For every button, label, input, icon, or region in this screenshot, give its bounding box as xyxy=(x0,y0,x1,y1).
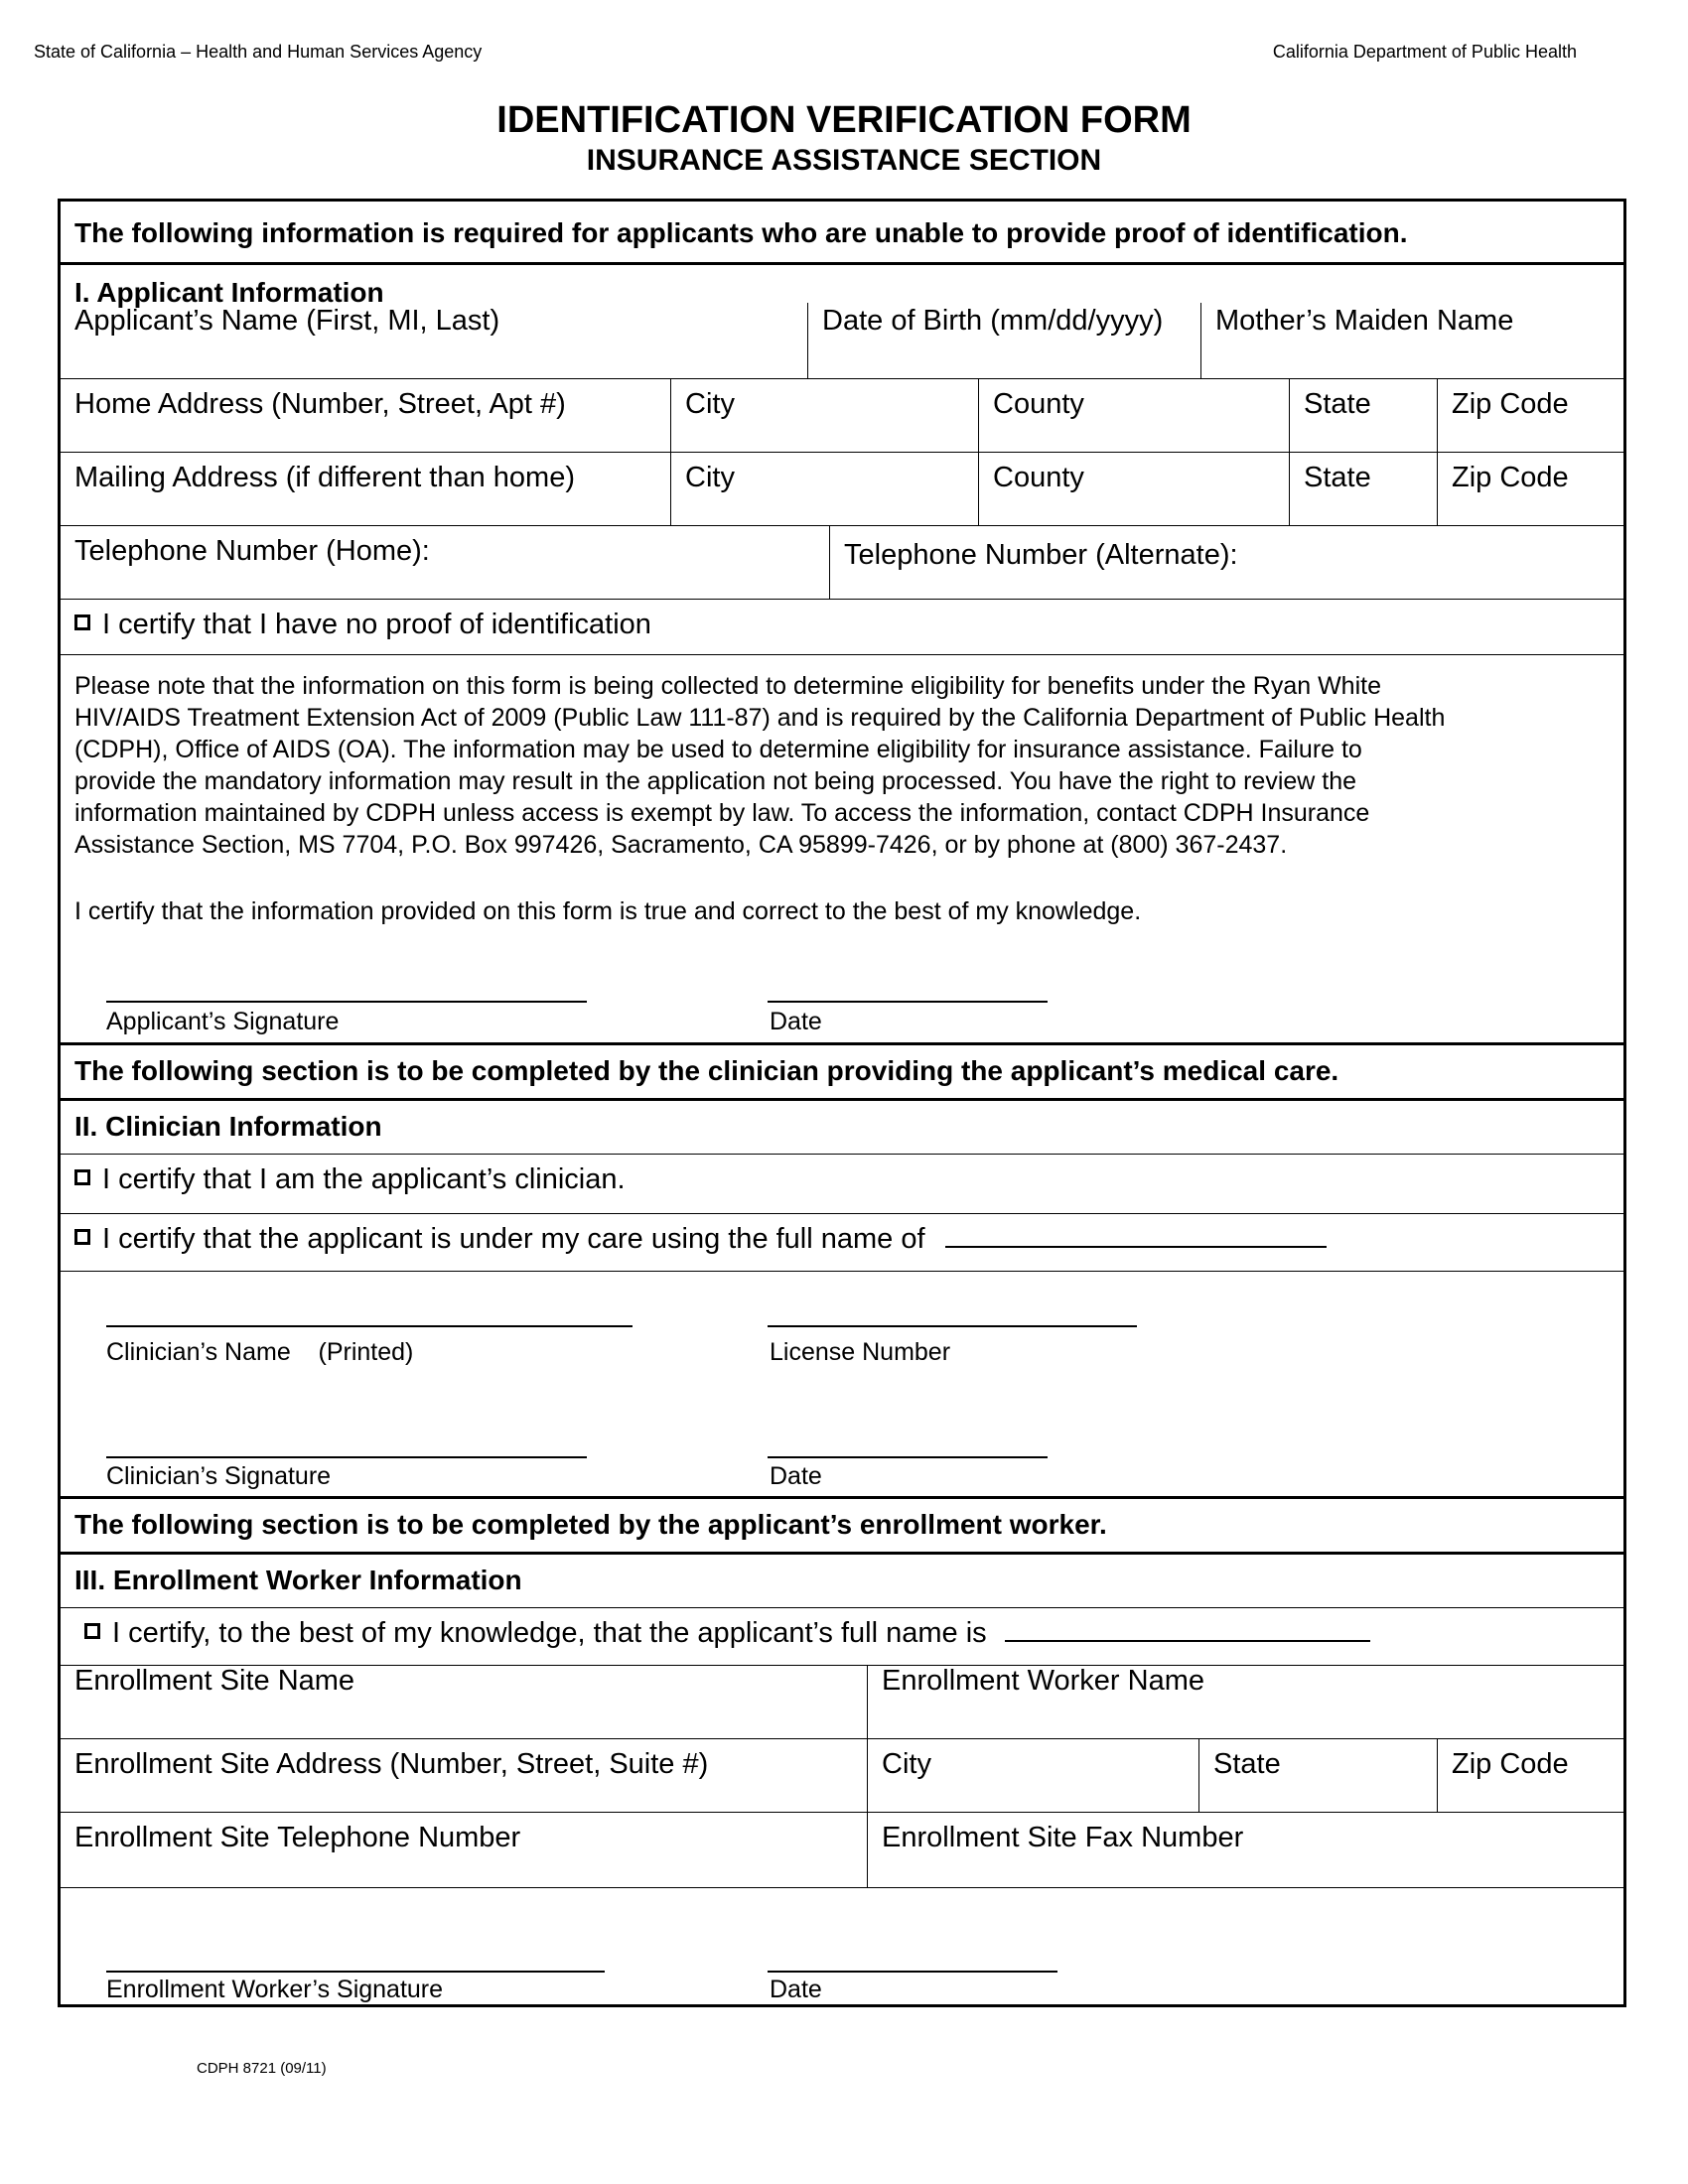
home-zip-field[interactable]: Zip Code xyxy=(1437,378,1626,452)
maiden-name-field[interactable]: Mother’s Maiden Name xyxy=(1200,303,1626,378)
certify-name-checkbox[interactable] xyxy=(84,1623,100,1639)
phone-home-field[interactable]: Telephone Number (Home): xyxy=(74,535,430,567)
mailing-city-field[interactable]: City xyxy=(670,452,978,525)
worker-date-line[interactable] xyxy=(768,1971,1057,1973)
agency-name: State of California – Health and Human Services Agency xyxy=(34,42,483,62)
form-title: IDENTIFICATION VERIFICATION FORM xyxy=(496,99,1192,141)
section1-heading: I. Applicant Information xyxy=(61,262,1623,306)
home-county-field[interactable]: County xyxy=(978,378,1289,452)
intro-text: The following information is required for applicants who are unable to provide proof of identification. xyxy=(74,217,1408,248)
certify-no-id-label: I certify that I have no proof of identification xyxy=(102,609,651,640)
certify-no-id-checkbox[interactable] xyxy=(74,614,90,630)
section3-heading: III. Enrollment Worker Information xyxy=(61,1552,1623,1607)
privacy-notice xyxy=(74,670,1618,861)
certify-clinician-row xyxy=(61,1154,1626,1213)
form-frame xyxy=(58,199,1626,2007)
site-name-field[interactable]: Enrollment Site Name xyxy=(74,1665,355,1697)
notice-line: HIV/AIDS Treatment Extension Act of 2009 (Public Law 111-87) and is required by the California Department of Public Health xyxy=(74,704,1446,732)
applicant-date-label: Date xyxy=(770,1008,822,1035)
full-name-blank[interactable] xyxy=(945,1246,1327,1248)
certify-name-row xyxy=(70,1607,1619,1665)
license-line[interactable] xyxy=(768,1325,1137,1327)
site-phone-field[interactable]: Enrollment Site Telephone Number xyxy=(74,1822,521,1853)
notice-line: Assistance Section, MS 7704, P.O. Box 997426, Sacramento, CA 95899-7426, or by phone at (800) 367-2437. xyxy=(74,831,1288,859)
site-address-field[interactable]: Enrollment Site Address (Number, Street, Suite #) xyxy=(74,1748,709,1780)
applicant-date-line[interactable] xyxy=(768,1001,1048,1003)
worker-signature-label: Enrollment Worker’s Signature xyxy=(106,1976,444,2003)
notice-line: Please note that the information on this form is being collected to determine eligibility for benefits under the Ryan White xyxy=(74,672,1381,700)
site-state-field[interactable]: State xyxy=(1198,1738,1437,1812)
clinician-signature-line[interactable] xyxy=(106,1456,587,1458)
home-state-field[interactable]: State xyxy=(1289,378,1437,452)
worker-intro: The following section is to be completed by the applicant’s enrollment worker. xyxy=(61,1496,1623,1552)
applicant-full-name-blank[interactable] xyxy=(1005,1640,1370,1642)
worker-signature-line[interactable] xyxy=(106,1971,605,1973)
applicant-signature-label: Applicant’s Signature xyxy=(106,1008,340,1035)
home-address-field[interactable]: Home Address (Number, Street, Apt #) xyxy=(74,388,566,420)
applicant-signature-line[interactable] xyxy=(106,1001,587,1003)
clinician-intro: The following section is to be completed by the clinician providing the applicant’s medical care. xyxy=(61,1042,1623,1098)
certify-true-text: I certify that the information provided on this form is true and correct to the best of my knowledge. xyxy=(74,897,1142,925)
notice-line: information maintained by CDPH unless access is exempt by law. To access the information, contact CDPH Insurance xyxy=(74,799,1370,827)
notice-line: provide the mandatory information may result in the application not being processed. You have the right to review the xyxy=(74,767,1357,795)
certify-name-label: I certify, to the best of my knowledge, that the applicant’s full name is xyxy=(112,1617,987,1649)
certify-care-row xyxy=(61,1213,1626,1271)
worker-name-field[interactable]: Enrollment Worker Name xyxy=(867,1665,1626,1738)
worker-date-label: Date xyxy=(770,1976,822,2003)
license-label: License Number xyxy=(770,1338,951,1366)
phone-alt-field[interactable]: Telephone Number (Alternate): xyxy=(829,525,1626,599)
section2-heading: II. Clinician Information xyxy=(61,1098,1623,1154)
clinician-name-line[interactable] xyxy=(106,1325,633,1327)
certify-care-checkbox[interactable] xyxy=(74,1229,90,1245)
certify-clinician-label: I certify that I am the applicant’s clinician. xyxy=(102,1163,626,1195)
clinician-date-line[interactable] xyxy=(768,1456,1048,1458)
home-city-field[interactable]: City xyxy=(670,378,978,452)
form-number: CDPH 8721 (09/11) xyxy=(197,2060,327,2077)
certify-clinician-checkbox[interactable] xyxy=(74,1169,90,1185)
notice-line: (CDPH), Office of AIDS (OA). The information may be used to determine eligibility for insurance assistance. Failure to xyxy=(74,736,1362,763)
mailing-zip-field[interactable]: Zip Code xyxy=(1437,452,1626,525)
certify-care-label: I certify that the applicant is under my care using the full name of xyxy=(102,1223,925,1255)
site-zip-field[interactable]: Zip Code xyxy=(1437,1738,1626,1812)
clinician-date-label: Date xyxy=(770,1462,822,1490)
site-city-field[interactable]: City xyxy=(867,1738,1198,1812)
clinician-name-text: Clinician’s Name xyxy=(106,1338,291,1366)
mailing-address-field[interactable]: Mailing Address (if different than home) xyxy=(74,462,576,493)
mailing-state-field[interactable]: State xyxy=(1289,452,1437,525)
clinician-name-label xyxy=(106,1338,413,1367)
dob-field[interactable]: Date of Birth (mm/dd/yyyy) xyxy=(807,303,1200,378)
printed-text: (Printed) xyxy=(318,1338,414,1366)
certify-no-id-row xyxy=(61,599,1626,654)
clinician-signature-label: Clinician’s Signature xyxy=(106,1462,332,1490)
site-fax-field[interactable]: Enrollment Site Fax Number xyxy=(867,1812,1626,1887)
department-name: California Department of Public Health xyxy=(1272,42,1577,62)
applicant-name-field[interactable]: Applicant’s Name (First, MI, Last) xyxy=(74,305,500,337)
form-subtitle: INSURANCE ASSISTANCE SECTION xyxy=(586,144,1102,177)
mailing-county-field[interactable]: County xyxy=(978,452,1289,525)
